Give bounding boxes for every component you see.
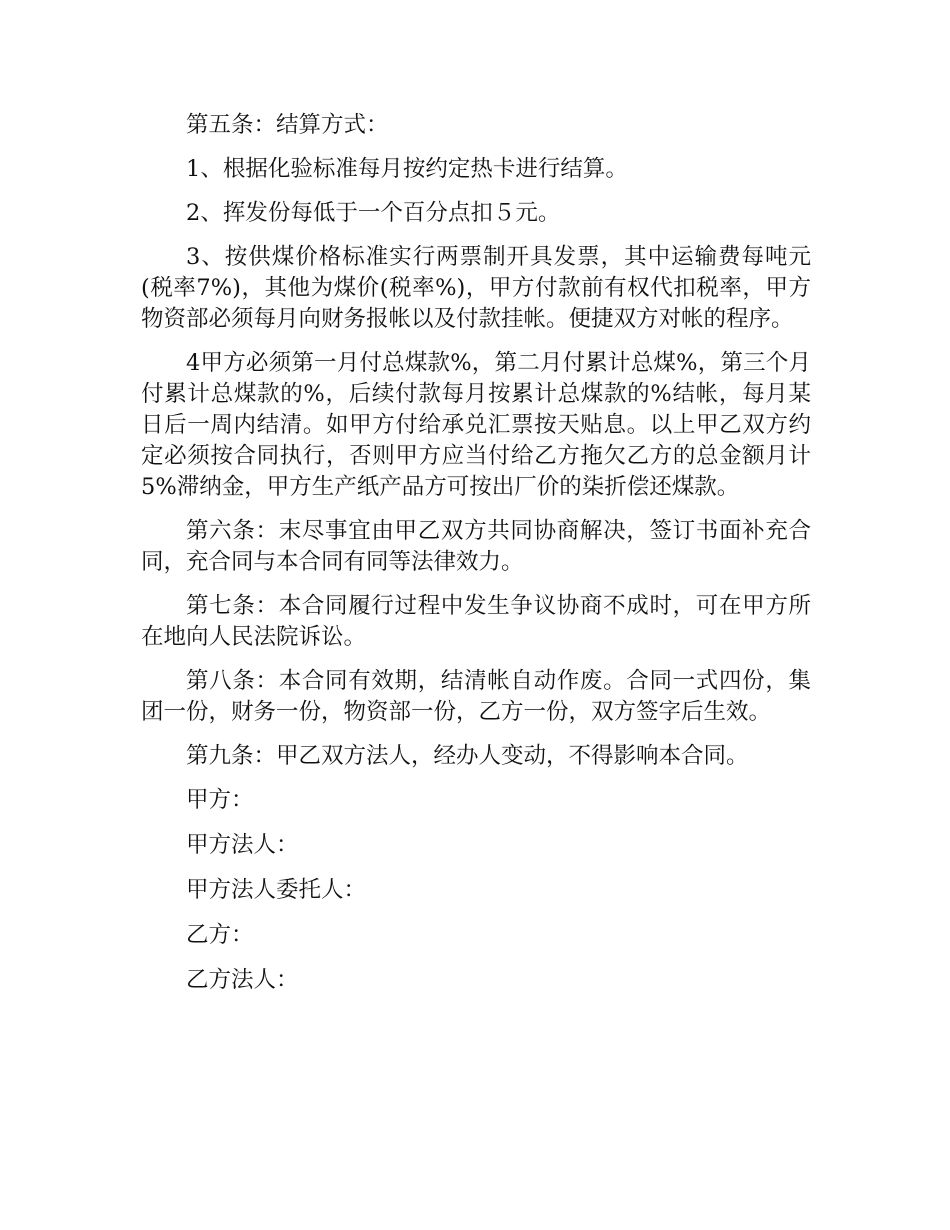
party-a-agent-line: 甲方法人委托人： xyxy=(186,877,367,903)
contract-body xyxy=(141,110,811,1010)
clause-9: 第九条：甲乙双方法人，经办人变动，不得影响本合同。 xyxy=(186,743,749,769)
clause-6: 第六条：末尽事宜由甲乙双方共同协商解决，签订书面补充合同，充合同与本合同有同等法律效力。 xyxy=(141,518,811,575)
party-b-legal-rep-line: 乙方法人： xyxy=(186,967,299,993)
clause-5-item-1: 1、根据化验标准每月按约定热卡进行结算。 xyxy=(186,156,628,182)
party-a-line: 甲方： xyxy=(186,787,254,813)
clause-5-item-2: 2、挥发份每低于一个百分点扣５元。 xyxy=(186,200,561,226)
clause-7: 第七条：本合同履行过程中发生争议协商不成时，可在甲方所在地向人民法院诉讼。 xyxy=(141,593,811,650)
clause-8: 第八条：本合同有效期，结清帐自动作废。合同一式四份，集团一份，财务一份，物资部一份，乙方一份，双方签字后生效。 xyxy=(141,668,811,725)
clause-5-item-3: 3、按供煤价格标准实行两票制开具发票，其中运输费每吨元(税率7%)，其他为煤价(税率%)，甲方付款前有权代扣税率，甲方物资部必须每月向财务报帐以及付款挂帐。便捷双方对帐的程序。 xyxy=(141,244,811,332)
clause-5-item-4: 4甲方必须第一月付总煤款%，第二月付累计总煤%，第三个月付累计总煤款的%，后续付款每月按累计总煤款的%结帐，每月某日后一周内结清。如甲方付给承兑汇票按天贴息。以上甲乙双方约定必须按合同执行，否则甲方应当付给乙方拖欠乙方的总金额月计5%滞纳金，甲方生产纸产品方可按出厂价的柒折偿还煤款。 xyxy=(141,350,811,500)
party-b-line: 乙方： xyxy=(186,922,254,948)
clause-5-heading: 第五条：结算方式： xyxy=(186,112,389,138)
party-a-legal-rep-line: 甲方法人： xyxy=(186,832,299,858)
